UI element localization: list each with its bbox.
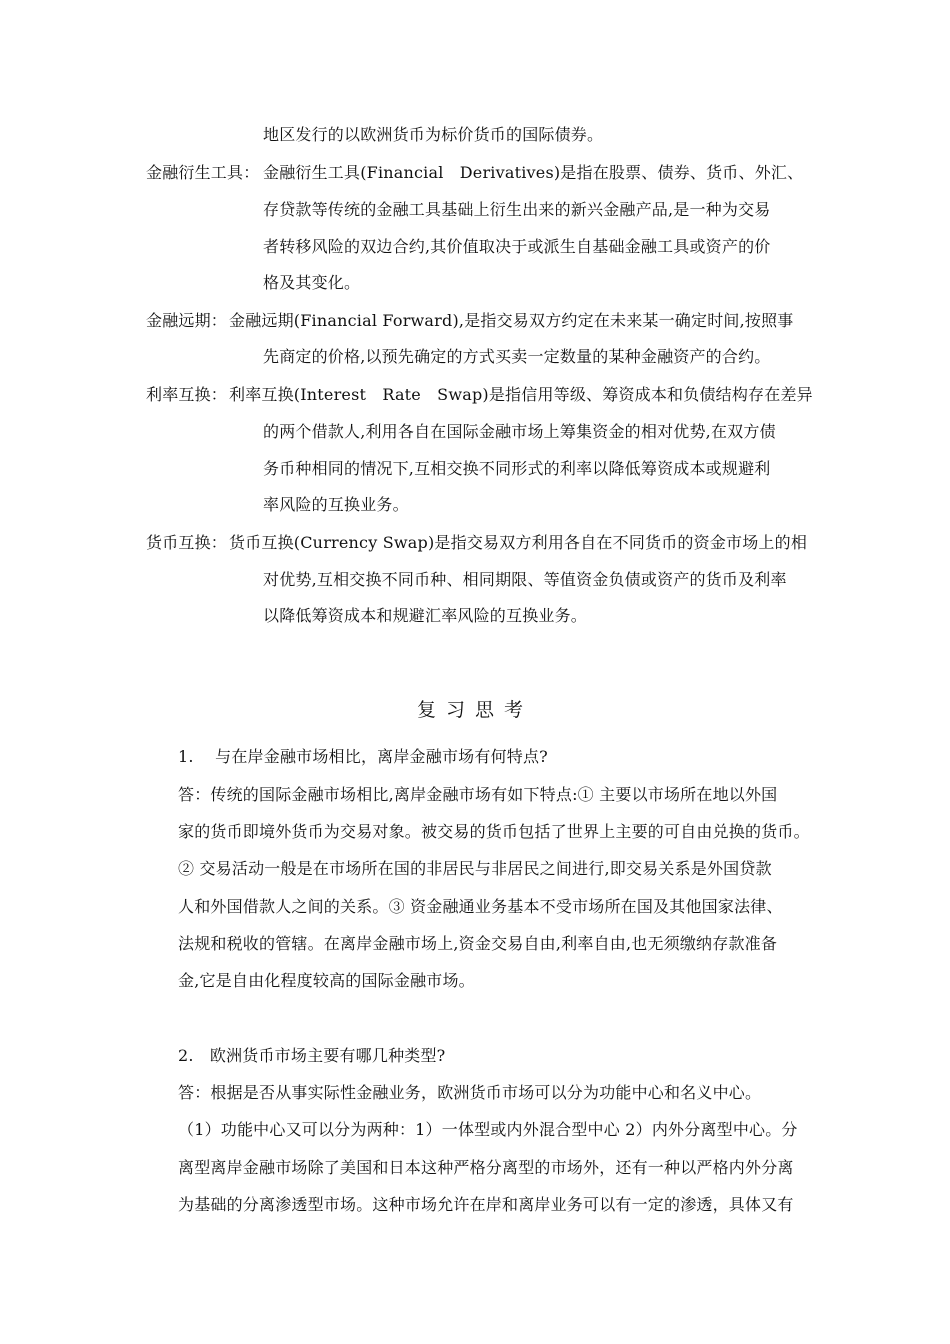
definition-line: 务币种相同的情况下,互相交换不同形式的利率以降低筹资成本或规避利	[263, 459, 771, 478]
answer-line: 金,它是自由化程度较高的国际金融市场。	[178, 971, 475, 990]
definition-line: 金融远期(Financial Forward),是指交易双方约定在未来某一确定时间,按照事	[229, 311, 794, 330]
question-1: 1. 与在岸金融市场相比，离岸金融市场有何特点?	[178, 747, 548, 766]
answer-line: 答：传统的国际金融市场相比,离岸金融市场有如下特点:① 主要以市场所在地以外国	[178, 785, 778, 804]
definition-line: 先商定的价格,以预先确定的方式买卖一定数量的某种金融资产的合约。	[263, 347, 771, 366]
definition-line: 格及其变化。	[263, 273, 361, 292]
answer-line: 离型离岸金融市场除了美国和日本这种严格分离型的市场外，还有一种以严格内外分离	[178, 1158, 794, 1177]
definition-line: 者转移风险的双边合约,其价值取决于或派生自基础金融工具或资产的价	[263, 237, 771, 256]
answer-line: 为基础的分离渗透型市场。这种市场允许在岸和离岸业务可以有一定的渗透，具体又有	[178, 1195, 794, 1214]
answer-line: 答：根据是否从事实际性金融业务，欧洲货币市场可以分为功能中心和名义中心。	[178, 1083, 762, 1102]
definition-line: 货币互换(Currency Swap)是指交易双方利用各自在不同货币的资金市场上的相	[229, 533, 808, 552]
term-label-forward: 金融远期：	[146, 311, 228, 330]
answer-line: 家的货币即境外货币为交易对象。被交易的货币包括了世界上主要的可自由兑换的货币。	[178, 822, 810, 841]
term-label-currency-swap: 货币互换：	[146, 533, 228, 552]
definition-line: 以降低筹资成本和规避汇率风险的互换业务。	[263, 606, 588, 625]
term-label-interest-rate-swap: 利率互换：	[146, 385, 228, 404]
definition-line: 存贷款等传统的金融工具基础上衍生出来的新兴金融产品,是一种为交易	[263, 200, 771, 219]
definition-line: 利率互换(Interest Rate Swap)是指信用等级、筹资成本和负债结构存在差异	[229, 385, 813, 404]
definition-line: 率风险的互换业务。	[263, 495, 409, 514]
section-title-review: 复习思考	[416, 699, 533, 721]
question-2: 2. 欧洲货币市场主要有哪几种类型?	[178, 1046, 446, 1065]
definition-line: 金融衍生工具(Financial Derivatives)是指在股票、债券、货币、外汇、	[263, 163, 804, 182]
definition-line: 的两个借款人,利用各自在国际金融市场上筹集资金的相对优势,在双方债	[263, 422, 776, 441]
definition-line: 对优势,互相交换不同币种、相同期限、等值资金负债或资产的货币及利率	[263, 570, 787, 589]
term-label-derivatives: 金融衍生工具：	[146, 163, 260, 182]
answer-line: 法规和税收的管辖。在离岸金融市场上,资金交易自由,利率自由,也无须缴纳存款准备	[178, 934, 778, 953]
answer-line: （1）功能中心又可以分为两种：1）一体型或内外混合型中心 2）内外分离型中心。分	[178, 1120, 798, 1139]
answer-line: 人和外国借款人之间的关系。③ 资金融通业务基本不受市场所在国及其他国家法律、	[178, 897, 783, 916]
answer-line: ② 交易活动一般是在市场所在国的非居民与非居民之间进行,即交易关系是外国贷款	[178, 859, 772, 878]
eurobond-definition-tail: 地区发行的以欧洲货币为标价货币的国际债券。	[263, 125, 604, 144]
